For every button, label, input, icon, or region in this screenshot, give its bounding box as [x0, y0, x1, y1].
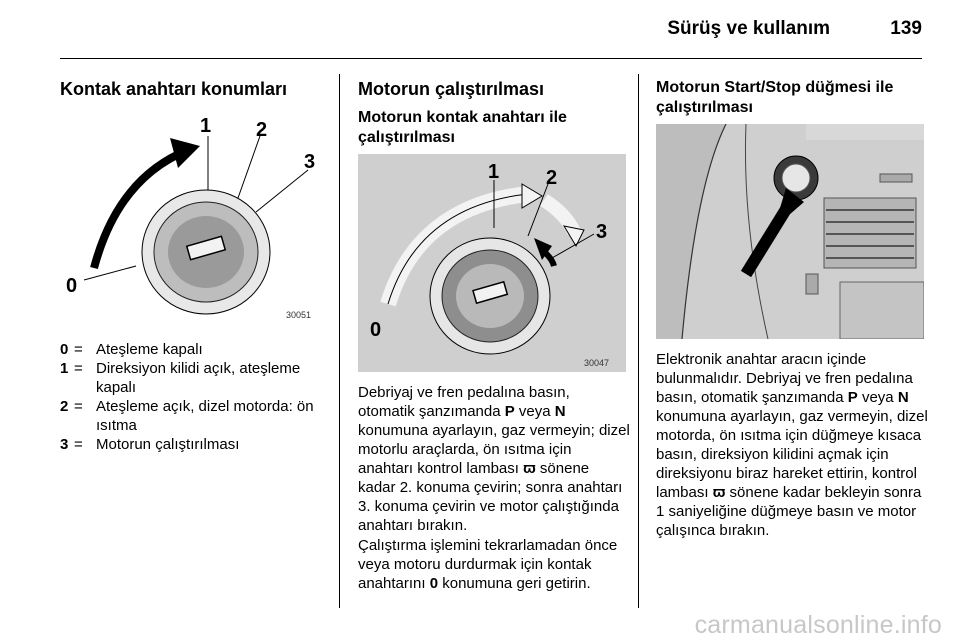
text-run: konumuna geri getirin. — [438, 575, 591, 592]
paragraph-key-start-instructions — [358, 383, 630, 535]
figure-label-3: 3 — [596, 221, 608, 243]
legend-key: 0 — [60, 341, 69, 358]
legend-row — [60, 359, 330, 397]
figure-label-1: 1 — [200, 115, 212, 137]
column-divider — [339, 74, 340, 608]
column-divider — [638, 74, 639, 608]
gear-n: N — [554, 403, 566, 420]
gear-p: P — [847, 389, 858, 406]
start-stop-button-figure — [656, 124, 924, 339]
paragraph-start-stop-instructions — [656, 350, 928, 540]
section-heading-start-stop-button: Motorun Start/Stop düğmesi ile çalıştırılması — [656, 79, 894, 116]
text-run: konumuna ayarlayın, gaz vermeyin, dizel motorda, ön ısıtma için düğmeye kısaca basın, direksiyon kilidini açmak için direksiyonu biraz hareket ettirin, kontrol lambası — [656, 408, 928, 501]
legend-eq: = — [74, 436, 83, 453]
text-run: Elektronik anahtar aracın içinde bulunmalıdır. Debriyaj ve fren pedalına basın, otomatik şanzımanda — [656, 351, 913, 406]
figure-label-2: 2 — [256, 119, 268, 141]
figure-code: 30051 — [286, 310, 312, 320]
text-run: Debriyaj ve fren pedalına basın, otomatik şanzımanda — [358, 384, 570, 420]
header-rule — [60, 58, 922, 59]
figure-label-1: 1 — [488, 161, 500, 183]
paragraph-restart-note — [358, 536, 630, 593]
running-title: Sürüş ve kullanım — [667, 18, 830, 39]
legend-eq: = — [74, 360, 83, 377]
ignition-switch-figure — [60, 108, 328, 326]
legend-text: Ateşleme açık, dizel motorda: ön ısıtma — [96, 398, 314, 434]
text-run: sönene kadar 2. konuma çevirin; sonra anahtarı 3. konuma çevirin ve motor çalıştığında anahtarı bırakın. — [358, 460, 623, 534]
legend-key: 3 — [60, 436, 69, 453]
text-run: sönene kadar bekleyin sonra 1 saniyeliğine düğmeye basın ve motor çalışınca bırakın. — [656, 484, 922, 539]
legend-text: Direksiyon kilidi açık, ateşleme kapalı — [96, 360, 301, 396]
section-heading-starting-engine: Motorun çalıştırılması — [358, 79, 545, 99]
gear-n: N — [897, 389, 909, 406]
legend-key: 2 — [60, 398, 69, 415]
text-run: konumuna ayarlayın, gaz vermeyin; dizel motorlu araçlarda, ön ısıtma için anahtarı kontrol lambası — [358, 422, 630, 477]
legend-eq: = — [74, 341, 83, 358]
legend-row — [60, 397, 330, 435]
legend-key: 1 — [60, 360, 69, 377]
page-number: 139 — [890, 18, 922, 39]
position-zero: 0 — [429, 575, 439, 592]
figure-label-2: 2 — [546, 167, 558, 189]
section-heading-ignition-positions: Kontak anahtarı konumları — [60, 79, 288, 99]
glow-plug-indicator-icon: ϖ — [712, 484, 726, 501]
watermark-brand: carmanualsonline.info — [694, 611, 942, 639]
subheading-key-start: Motorun kontak anahtarı ile çalıştırılması — [358, 109, 567, 146]
legend-eq: = — [74, 398, 83, 415]
gear-p: P — [504, 403, 515, 420]
figure-label-0: 0 — [66, 275, 78, 297]
legend-row — [60, 435, 330, 454]
key-start-figure — [358, 154, 626, 372]
figure-label-3: 3 — [304, 151, 316, 173]
position-legend — [60, 340, 330, 454]
text-run: veya — [857, 389, 898, 406]
legend-text: Motorun çalıştırılması — [96, 436, 240, 453]
figure-code: 30047 — [584, 358, 610, 368]
legend-text: Ateşleme kapalı — [96, 341, 203, 358]
figure-label-0: 0 — [370, 319, 382, 341]
text-run: veya — [514, 403, 555, 420]
legend-row — [60, 340, 330, 359]
glow-plug-indicator-icon: ϖ — [523, 460, 536, 477]
text-run: Çalıştırma işlemini tekrarlamadan önce veya motoru durdurmak için kontak anahtarını — [358, 537, 618, 592]
